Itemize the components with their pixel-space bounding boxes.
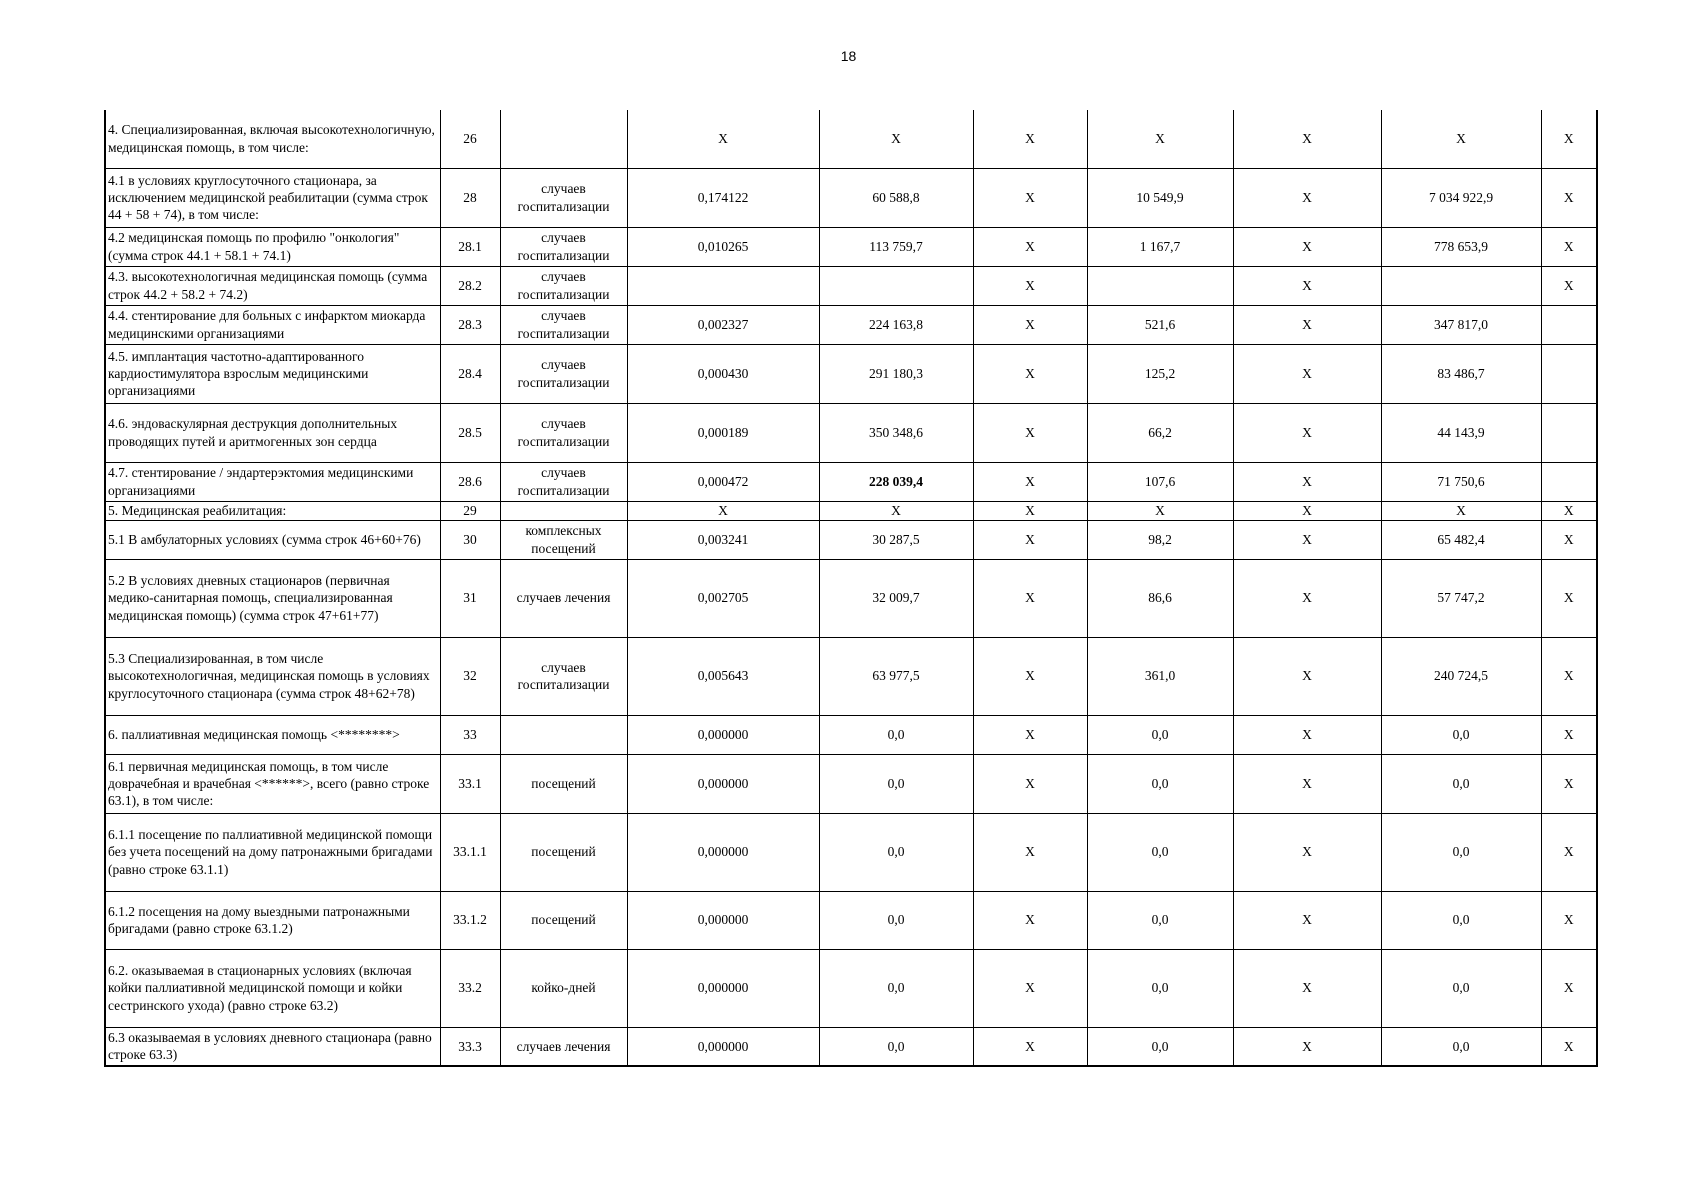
cost-norm-cell: 291 180,3 bbox=[819, 344, 973, 403]
volume-norm-cell: 0,003241 bbox=[627, 520, 819, 559]
financial-norms-table bbox=[104, 110, 1598, 1067]
per-capita-budget-cell: X bbox=[973, 754, 1087, 813]
cost-norm-cell: 0,0 bbox=[819, 754, 973, 813]
total-budget-cell: X bbox=[1233, 949, 1381, 1027]
row-description-cell: 6.1.1 посещение по паллиативной медицинской помощи без учета посещений на дому патронажными бригадами (равно строке 63.1.1) bbox=[105, 813, 440, 891]
row-number-cell: 31 bbox=[440, 559, 500, 637]
row-description-cell: 5.1 В амбулаторных условиях (сумма строк 46+60+76) bbox=[105, 520, 440, 559]
volume-norm-cell: 0,000000 bbox=[627, 715, 819, 754]
row-number-cell: 33.3 bbox=[440, 1027, 500, 1066]
table-row bbox=[105, 813, 1597, 891]
total-budget-cell: X bbox=[1233, 891, 1381, 949]
row-description-cell: 4.1 в условиях круглосуточного стационара, за исключением медицинской реабилитации (сумма строк 44 + 58 + 74), в том числе: bbox=[105, 168, 440, 227]
row-number-cell: 29 bbox=[440, 501, 500, 520]
unit-cell: случаев лечения bbox=[500, 1027, 627, 1066]
total-oms-cell: X bbox=[1381, 110, 1541, 168]
table-row bbox=[105, 754, 1597, 813]
share-cell: X bbox=[1541, 1027, 1597, 1066]
unit-cell bbox=[500, 110, 627, 168]
cost-norm-cell: 32 009,7 bbox=[819, 559, 973, 637]
row-number-cell: 32 bbox=[440, 637, 500, 715]
per-capita-budget-cell: X bbox=[973, 227, 1087, 266]
per-capita-oms-cell bbox=[1087, 266, 1233, 305]
table-row bbox=[105, 344, 1597, 403]
cost-norm-cell: 113 759,7 bbox=[819, 227, 973, 266]
row-description-cell: 4.6. эндоваскулярная деструкция дополнительных проводящих путей и аритмогенных зон сердца bbox=[105, 403, 440, 462]
table-row bbox=[105, 520, 1597, 559]
volume-norm-cell: 0,000000 bbox=[627, 754, 819, 813]
per-capita-budget-cell: X bbox=[973, 559, 1087, 637]
volume-norm-cell: 0,000430 bbox=[627, 344, 819, 403]
volume-norm-cell: 0,000000 bbox=[627, 949, 819, 1027]
share-cell: X bbox=[1541, 266, 1597, 305]
volume-norm-cell bbox=[627, 266, 819, 305]
row-number-cell: 26 bbox=[440, 110, 500, 168]
table-row bbox=[105, 266, 1597, 305]
share-cell: X bbox=[1541, 637, 1597, 715]
cost-norm-cell: 228 039,4 bbox=[819, 462, 973, 501]
row-description-cell: 5.3 Специализированная, в том числе высокотехнологичная, медицинская помощь в условиях круглосуточного стационара (сумма строк 48+62+78) bbox=[105, 637, 440, 715]
row-number-cell: 28.2 bbox=[440, 266, 500, 305]
row-number-cell: 28.3 bbox=[440, 305, 500, 344]
row-description-cell: 6. паллиативная медицинская помощь <********> bbox=[105, 715, 440, 754]
total-budget-cell: X bbox=[1233, 715, 1381, 754]
row-description-cell: 4.7. стентирование / эндартерэктомия медицинскими организациями bbox=[105, 462, 440, 501]
total-budget-cell: X bbox=[1233, 344, 1381, 403]
share-cell: X bbox=[1541, 110, 1597, 168]
unit-cell bbox=[500, 715, 627, 754]
cost-norm-cell: 0,0 bbox=[819, 891, 973, 949]
total-budget-cell: X bbox=[1233, 227, 1381, 266]
per-capita-budget-cell: X bbox=[973, 110, 1087, 168]
per-capita-budget-cell: X bbox=[973, 813, 1087, 891]
per-capita-oms-cell: X bbox=[1087, 501, 1233, 520]
share-cell bbox=[1541, 462, 1597, 501]
cost-norm-cell: 0,0 bbox=[819, 1027, 973, 1066]
cost-norm-cell: 30 287,5 bbox=[819, 520, 973, 559]
total-budget-cell: X bbox=[1233, 559, 1381, 637]
per-capita-oms-cell: 0,0 bbox=[1087, 813, 1233, 891]
per-capita-oms-cell: 0,0 bbox=[1087, 754, 1233, 813]
total-oms-cell: 44 143,9 bbox=[1381, 403, 1541, 462]
total-budget-cell: X bbox=[1233, 520, 1381, 559]
row-number-cell: 28 bbox=[440, 168, 500, 227]
share-cell: X bbox=[1541, 715, 1597, 754]
row-number-cell: 33.1.2 bbox=[440, 891, 500, 949]
unit-cell: посещений bbox=[500, 813, 627, 891]
row-number-cell: 28.4 bbox=[440, 344, 500, 403]
total-oms-cell: 65 482,4 bbox=[1381, 520, 1541, 559]
total-oms-cell: 0,0 bbox=[1381, 754, 1541, 813]
table-row bbox=[105, 637, 1597, 715]
share-cell: X bbox=[1541, 168, 1597, 227]
unit-cell: комплексных посещений bbox=[500, 520, 627, 559]
total-oms-cell: 7 034 922,9 bbox=[1381, 168, 1541, 227]
total-oms-cell: 83 486,7 bbox=[1381, 344, 1541, 403]
per-capita-budget-cell: X bbox=[973, 344, 1087, 403]
total-oms-cell: 71 750,6 bbox=[1381, 462, 1541, 501]
cost-norm-cell: 224 163,8 bbox=[819, 305, 973, 344]
row-number-cell: 33.1 bbox=[440, 754, 500, 813]
table-row bbox=[105, 891, 1597, 949]
table-row bbox=[105, 501, 1597, 520]
per-capita-oms-cell: X bbox=[1087, 110, 1233, 168]
per-capita-oms-cell: 107,6 bbox=[1087, 462, 1233, 501]
volume-norm-cell: 0,002327 bbox=[627, 305, 819, 344]
share-cell: X bbox=[1541, 520, 1597, 559]
volume-norm-cell: 0,000189 bbox=[627, 403, 819, 462]
page-number: 18 bbox=[840, 48, 857, 64]
unit-cell: случаев госпитализации bbox=[500, 227, 627, 266]
row-number-cell: 28.6 bbox=[440, 462, 500, 501]
share-cell: X bbox=[1541, 754, 1597, 813]
per-capita-oms-cell: 98,2 bbox=[1087, 520, 1233, 559]
volume-norm-cell: 0,000000 bbox=[627, 1027, 819, 1066]
table-row bbox=[105, 462, 1597, 501]
unit-cell: посещений bbox=[500, 754, 627, 813]
cost-norm-cell: 0,0 bbox=[819, 813, 973, 891]
total-budget-cell: X bbox=[1233, 110, 1381, 168]
per-capita-oms-cell: 0,0 bbox=[1087, 949, 1233, 1027]
per-capita-oms-cell: 125,2 bbox=[1087, 344, 1233, 403]
total-budget-cell: X bbox=[1233, 266, 1381, 305]
volume-norm-cell: X bbox=[627, 501, 819, 520]
per-capita-oms-cell: 0,0 bbox=[1087, 891, 1233, 949]
unit-cell: случаев госпитализации bbox=[500, 305, 627, 344]
per-capita-budget-cell: X bbox=[973, 715, 1087, 754]
row-description-cell: 6.1.2 посещения на дому выездными патронажными бригадами (равно строке 63.1.2) bbox=[105, 891, 440, 949]
total-budget-cell: X bbox=[1233, 168, 1381, 227]
volume-norm-cell: X bbox=[627, 110, 819, 168]
per-capita-oms-cell: 0,0 bbox=[1087, 1027, 1233, 1066]
total-oms-cell: 0,0 bbox=[1381, 813, 1541, 891]
per-capita-budget-cell: X bbox=[973, 501, 1087, 520]
row-description-cell: 4. Специализированная, включая высокотехнологичную, медицинская помощь, в том числе: bbox=[105, 110, 440, 168]
total-oms-cell: 0,0 bbox=[1381, 1027, 1541, 1066]
volume-norm-cell: 0,002705 bbox=[627, 559, 819, 637]
unit-cell: случаев госпитализации bbox=[500, 344, 627, 403]
total-oms-cell: 57 747,2 bbox=[1381, 559, 1541, 637]
per-capita-oms-cell: 361,0 bbox=[1087, 637, 1233, 715]
table-row bbox=[105, 227, 1597, 266]
unit-cell: случаев госпитализации bbox=[500, 637, 627, 715]
table-row bbox=[105, 715, 1597, 754]
share-cell bbox=[1541, 305, 1597, 344]
total-oms-cell: 240 724,5 bbox=[1381, 637, 1541, 715]
per-capita-oms-cell: 66,2 bbox=[1087, 403, 1233, 462]
per-capita-budget-cell: X bbox=[973, 462, 1087, 501]
row-number-cell: 28.5 bbox=[440, 403, 500, 462]
per-capita-oms-cell: 521,6 bbox=[1087, 305, 1233, 344]
row-description-cell: 5. Медицинская реабилитация: bbox=[105, 501, 440, 520]
volume-norm-cell: 0,000000 bbox=[627, 891, 819, 949]
volume-norm-cell: 0,000472 bbox=[627, 462, 819, 501]
table-row bbox=[105, 305, 1597, 344]
total-budget-cell: X bbox=[1233, 501, 1381, 520]
share-cell: X bbox=[1541, 891, 1597, 949]
per-capita-budget-cell: X bbox=[973, 403, 1087, 462]
unit-cell: случаев лечения bbox=[500, 559, 627, 637]
per-capita-oms-cell: 1 167,7 bbox=[1087, 227, 1233, 266]
cost-norm-cell: 350 348,6 bbox=[819, 403, 973, 462]
share-cell bbox=[1541, 344, 1597, 403]
row-description-cell: 6.1 первичная медицинская помощь, в том числе доврачебная и врачебная <******>, всего (равно строке 63.1), в том числе: bbox=[105, 754, 440, 813]
volume-norm-cell: 0,005643 bbox=[627, 637, 819, 715]
unit-cell: случаев госпитализации bbox=[500, 266, 627, 305]
cost-norm-cell: 0,0 bbox=[819, 949, 973, 1027]
per-capita-oms-cell: 86,6 bbox=[1087, 559, 1233, 637]
row-number-cell: 33 bbox=[440, 715, 500, 754]
total-budget-cell: X bbox=[1233, 305, 1381, 344]
total-oms-cell: 0,0 bbox=[1381, 949, 1541, 1027]
per-capita-budget-cell: X bbox=[973, 520, 1087, 559]
total-budget-cell: X bbox=[1233, 462, 1381, 501]
unit-cell bbox=[500, 501, 627, 520]
table-row bbox=[105, 559, 1597, 637]
per-capita-budget-cell: X bbox=[973, 1027, 1087, 1066]
total-budget-cell: X bbox=[1233, 813, 1381, 891]
total-budget-cell: X bbox=[1233, 637, 1381, 715]
total-oms-cell: X bbox=[1381, 501, 1541, 520]
unit-cell: койко-дней bbox=[500, 949, 627, 1027]
table-row bbox=[105, 403, 1597, 462]
row-description-cell: 5.2 В условиях дневных стационаров (первичная медико-санитарная помощь, специализированная медицинская помощь) (сумма строк 47+61+77) bbox=[105, 559, 440, 637]
share-cell: X bbox=[1541, 227, 1597, 266]
share-cell: X bbox=[1541, 501, 1597, 520]
cost-norm-cell: 0,0 bbox=[819, 715, 973, 754]
cost-norm-cell: X bbox=[819, 110, 973, 168]
total-oms-cell: 347 817,0 bbox=[1381, 305, 1541, 344]
row-description-cell: 4.3. высокотехнологичная медицинская помощь (сумма строк 44.2 + 58.2 + 74.2) bbox=[105, 266, 440, 305]
row-description-cell: 4.5. имплантация частотно-адаптированного кардиостимулятора взрослым медицинскими организациями bbox=[105, 344, 440, 403]
total-oms-cell: 778 653,9 bbox=[1381, 227, 1541, 266]
total-oms-cell: 0,0 bbox=[1381, 715, 1541, 754]
per-capita-budget-cell: X bbox=[973, 266, 1087, 305]
row-description-cell: 4.4. стентирование для больных с инфарктом миокарда медицинскими организациями bbox=[105, 305, 440, 344]
total-budget-cell: X bbox=[1233, 1027, 1381, 1066]
unit-cell: случаев госпитализации bbox=[500, 403, 627, 462]
per-capita-budget-cell: X bbox=[973, 305, 1087, 344]
total-budget-cell: X bbox=[1233, 754, 1381, 813]
per-capita-oms-cell: 0,0 bbox=[1087, 715, 1233, 754]
volume-norm-cell: 0,174122 bbox=[627, 168, 819, 227]
per-capita-oms-cell: 10 549,9 bbox=[1087, 168, 1233, 227]
row-number-cell: 30 bbox=[440, 520, 500, 559]
share-cell: X bbox=[1541, 559, 1597, 637]
total-oms-cell: 0,0 bbox=[1381, 891, 1541, 949]
cost-norm-cell: 63 977,5 bbox=[819, 637, 973, 715]
unit-cell: случаев госпитализации bbox=[500, 462, 627, 501]
row-number-cell: 28.1 bbox=[440, 227, 500, 266]
volume-norm-cell: 0,000000 bbox=[627, 813, 819, 891]
table-row bbox=[105, 110, 1597, 168]
row-number-cell: 33.1.1 bbox=[440, 813, 500, 891]
per-capita-budget-cell: X bbox=[973, 949, 1087, 1027]
unit-cell: посещений bbox=[500, 891, 627, 949]
table-row bbox=[105, 168, 1597, 227]
total-oms-cell bbox=[1381, 266, 1541, 305]
share-cell: X bbox=[1541, 813, 1597, 891]
share-cell bbox=[1541, 403, 1597, 462]
row-description-cell: 6.3 оказываемая в условиях дневного стационара (равно строке 63.3) bbox=[105, 1027, 440, 1066]
cost-norm-cell bbox=[819, 266, 973, 305]
row-description-cell: 6.2. оказываемая в стационарных условиях (включая койки паллиативной медицинской помощи и койки сестринского ухода) (равно строке 63.2) bbox=[105, 949, 440, 1027]
table-row bbox=[105, 1027, 1597, 1066]
cost-norm-cell: 60 588,8 bbox=[819, 168, 973, 227]
table-body bbox=[105, 110, 1597, 1066]
cost-norm-cell: X bbox=[819, 501, 973, 520]
volume-norm-cell: 0,010265 bbox=[627, 227, 819, 266]
row-number-cell: 33.2 bbox=[440, 949, 500, 1027]
per-capita-budget-cell: X bbox=[973, 168, 1087, 227]
row-description-cell: 4.2 медицинская помощь по профилю "онкология" (сумма строк 44.1 + 58.1 + 74.1) bbox=[105, 227, 440, 266]
total-budget-cell: X bbox=[1233, 403, 1381, 462]
per-capita-budget-cell: X bbox=[973, 891, 1087, 949]
unit-cell: случаев госпитализации bbox=[500, 168, 627, 227]
share-cell: X bbox=[1541, 949, 1597, 1027]
table-row bbox=[105, 949, 1597, 1027]
per-capita-budget-cell: X bbox=[973, 637, 1087, 715]
